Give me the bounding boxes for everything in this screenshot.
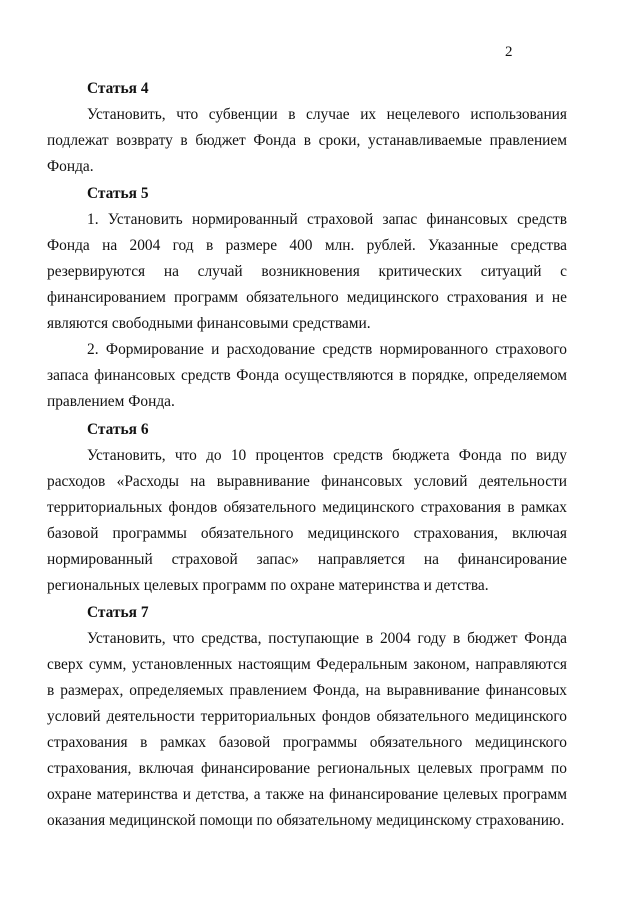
article-7-paragraph-1: Установить, что средства, поступающие в 2004 году в бюджет Фонда сверх сумм, установленных настоящим Федеральным законом, направляются в размерах, определяемых правлением Фонда, на выравнивание финансовых условий деятельности территориальных фондов обязательного медицинского страхования в рамках базовой программы обязательного медицинского страхования, включая финансирование региональных целевых программ по охране материнства и детства, а также на финансирование целевых программ оказания медицинской помощи по обязательному медицинскому страхованию. — [47, 630, 567, 829]
article-5-heading: Статья 5 — [87, 185, 149, 202]
article-6-heading: Статья 6 — [87, 421, 149, 438]
article-6-body — [47, 443, 567, 599]
article-4-body — [47, 102, 567, 180]
article-7-body — [47, 626, 567, 834]
article-5-paragraph-1: 1. Установить нормированный страховой запас финансовых средств Фонда на 2004 год в размере 400 млн. рублей. Указанные средства резервируются на случай возникновения критических ситуаций с финансированием программ обязательного медицинского страхования и не являются свободными финансовыми средствами. — [47, 211, 567, 332]
article-4-heading: Статья 4 — [87, 80, 149, 97]
article-4-paragraph-1: Установить, что субвенции в случае их нецелевого использования подлежат возврату в бюджет Фонда в сроки, устанавливаемые правлением Фонда. — [47, 106, 567, 175]
page-number: 2 — [505, 44, 513, 60]
article-7-heading: Статья 7 — [87, 604, 149, 621]
article-6-paragraph-1: Установить, что до 10 процентов средств бюджета Фонда по виду расходов «Расходы на выравнивание финансовых условий деятельности территориальных фондов обязательного медицинского страхования в рамках базовой программы обязательного медицинского страхования, включая нормированный страховой запас» направляется на финансирование региональных целевых программ по охране материнства и детства. — [47, 447, 567, 594]
article-5-paragraph-2: 2. Формирование и расходование средств нормированного страхового запаса финансовых средств Фонда осуществляются в порядке, определяемом правлением Фонда. — [47, 341, 567, 410]
article-5-body — [47, 207, 567, 415]
